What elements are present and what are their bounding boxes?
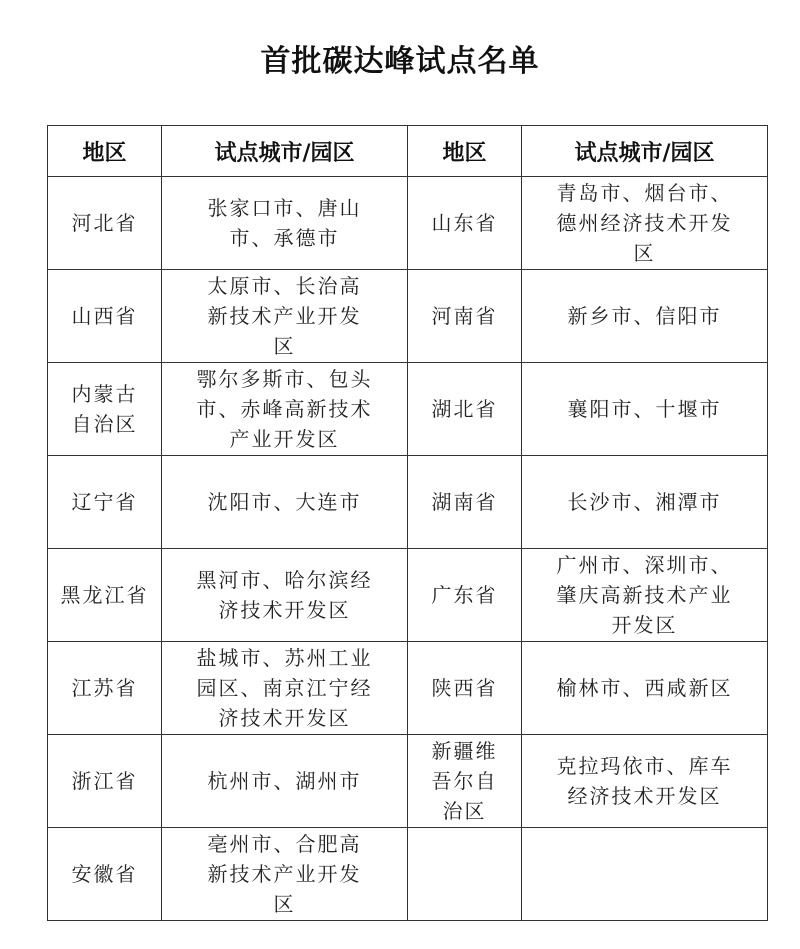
region-cell bbox=[48, 642, 162, 735]
region-cell bbox=[408, 456, 522, 549]
region-cell bbox=[48, 549, 162, 642]
cities-cell bbox=[522, 456, 768, 549]
cities-cell bbox=[162, 363, 408, 456]
region-text: 湖北省 bbox=[431, 397, 498, 421]
cities-cell bbox=[162, 642, 408, 735]
cities-cell bbox=[162, 456, 408, 549]
region-text: 内蒙古自治区 bbox=[71, 382, 138, 436]
cities-text: 鄂尔多斯市、包头市、赤峰高新技术产业开发区 bbox=[196, 367, 373, 451]
cities-cell bbox=[162, 270, 408, 363]
cities-cell bbox=[162, 549, 408, 642]
region-text: 黑龙江省 bbox=[60, 583, 149, 607]
cities-text: 广州市、深圳市、肇庆高新技术产业开发区 bbox=[556, 553, 733, 637]
region-text: 新疆维吾尔自治区 bbox=[431, 739, 498, 823]
page-title: 首批碳达峰试点名单 bbox=[260, 44, 540, 79]
region-cell bbox=[48, 735, 162, 828]
region-text: 陕西省 bbox=[431, 676, 498, 700]
cities-text: 长沙市、湘潭市 bbox=[567, 490, 722, 514]
table-row bbox=[48, 177, 768, 270]
region-text: 浙江省 bbox=[71, 769, 138, 793]
cities-text: 榆林市、西咸新区 bbox=[556, 676, 733, 700]
cities-cell bbox=[522, 549, 768, 642]
cities-text: 青岛市、烟台市、德州经济技术开发区 bbox=[556, 181, 733, 265]
table-row bbox=[48, 363, 768, 456]
cities-text: 太原市、长治高新技术产业开发区 bbox=[207, 274, 362, 358]
cities-text: 亳州市、合肥高新技术产业开发区 bbox=[207, 832, 362, 916]
region-cell bbox=[408, 177, 522, 270]
region-cell bbox=[408, 735, 522, 828]
region-cell bbox=[408, 642, 522, 735]
region-text: 河北省 bbox=[71, 211, 138, 235]
cities-cell bbox=[522, 642, 768, 735]
region-cell bbox=[48, 177, 162, 270]
table-row bbox=[48, 735, 768, 828]
region-cell bbox=[408, 828, 522, 921]
region-text: 江苏省 bbox=[71, 676, 138, 700]
region-cell bbox=[408, 363, 522, 456]
region-text: 安徽省 bbox=[71, 862, 138, 886]
pilot-list-table bbox=[47, 125, 768, 921]
table-row bbox=[48, 270, 768, 363]
cities-text: 黑河市、哈尔滨经济技术开发区 bbox=[196, 568, 373, 622]
region-text: 河南省 bbox=[431, 304, 498, 328]
cities-text: 襄阳市、十堰市 bbox=[567, 397, 722, 421]
region-cell bbox=[48, 363, 162, 456]
region-text: 广东省 bbox=[431, 583, 498, 607]
region-cell bbox=[48, 828, 162, 921]
header-cities-right: 试点城市/园区 bbox=[522, 126, 768, 177]
header-region-right: 地区 bbox=[408, 126, 522, 177]
cities-text: 杭州市、湖州市 bbox=[207, 769, 362, 793]
cities-text: 张家口市、唐山市、承德市 bbox=[207, 196, 362, 250]
table-row bbox=[48, 642, 768, 735]
cities-cell bbox=[162, 828, 408, 921]
cities-cell bbox=[522, 363, 768, 456]
cities-cell bbox=[522, 270, 768, 363]
region-cell bbox=[48, 456, 162, 549]
table-row bbox=[48, 828, 768, 921]
region-text: 山东省 bbox=[431, 211, 498, 235]
region-cell bbox=[408, 549, 522, 642]
cities-cell bbox=[162, 177, 408, 270]
cities-text: 新乡市、信阳市 bbox=[567, 304, 722, 328]
cities-cell bbox=[162, 735, 408, 828]
region-text: 山西省 bbox=[71, 304, 138, 328]
region-cell bbox=[408, 270, 522, 363]
header-region-left: 地区 bbox=[48, 126, 162, 177]
region-text: 辽宁省 bbox=[71, 490, 138, 514]
cities-text: 克拉玛依市、库车经济技术开发区 bbox=[556, 754, 733, 808]
cities-cell bbox=[522, 828, 768, 921]
header-cities-left: 试点城市/园区 bbox=[162, 126, 408, 177]
table-header-row bbox=[48, 126, 768, 177]
region-cell bbox=[48, 270, 162, 363]
cities-cell bbox=[522, 177, 768, 270]
cities-text: 盐城市、苏州工业园区、南京江宁经济技术开发区 bbox=[196, 646, 373, 730]
cities-cell bbox=[522, 735, 768, 828]
region-text: 湖南省 bbox=[431, 490, 498, 514]
table-row bbox=[48, 456, 768, 549]
table-row bbox=[48, 549, 768, 642]
cities-text: 沈阳市、大连市 bbox=[207, 490, 362, 514]
